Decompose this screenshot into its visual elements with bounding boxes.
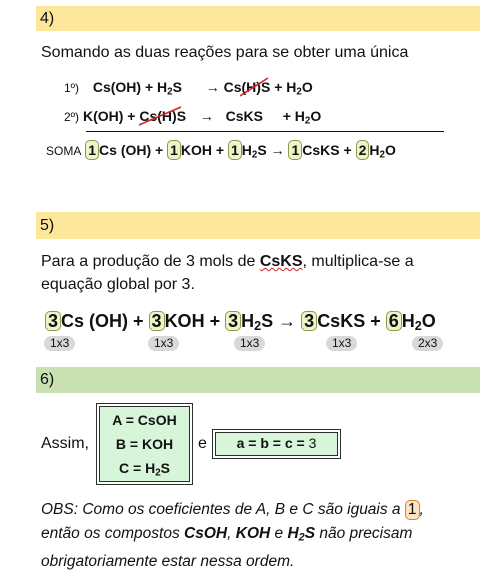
multiplier-badge: 1x3 [44, 336, 75, 351]
section-5-text: Para a produção de 3 mols de CsKS, multiplica-se a equação global por 3. [41, 253, 414, 293]
coefficient: 1 [288, 140, 302, 160]
compound-potassium-hydroxide: KOH [235, 525, 271, 542]
coefficient: 1 [85, 140, 99, 160]
multiplier-badge: 2x3 [412, 336, 443, 351]
section-5-number: 5) [40, 216, 55, 234]
sum-label: SOMA [46, 144, 82, 158]
cancelled-term: (H) [242, 79, 261, 95]
sum-equation: SOMA 1 Cs (OH) + 1 KOH + 1 $H_2S \to 1$ CsKS + 2 $H_2O$ [46, 142, 396, 161]
coefficient: 3 [301, 311, 317, 331]
reaction-1-label: 1º) [64, 81, 80, 95]
strike-mark [240, 76, 270, 98]
coefficient: 3 [149, 311, 165, 331]
section-5-header [36, 212, 480, 239]
result-equation: a = b = c = 3 [236, 435, 317, 451]
compound-cesium-hydroxide: CsOH [184, 525, 228, 542]
coefficient: 1 [167, 140, 181, 160]
definition-a: A = CsOH [112, 412, 177, 428]
reaction-2-label: 2º) [64, 110, 80, 124]
result-box [215, 432, 338, 456]
coefficient: 2 [356, 140, 370, 160]
variable-definitions-box [99, 406, 190, 482]
compound-hydrogen-sulfide: $H_2S$ [287, 525, 316, 544]
section-4-number: 4) [40, 9, 55, 27]
cancelled-term: Cs(H) [139, 108, 176, 124]
coefficient: 3 [45, 311, 61, 331]
section-4-header [36, 6, 480, 31]
strike-mark [137, 105, 183, 127]
tripled-equation: 3 Cs (OH) + 3 KOH + 3 $H_2S \to 3$ CsKS + 6 $H_2O$ [45, 311, 436, 333]
coefficient: 3 [225, 311, 241, 331]
section-4-intro: Somando as duas reações para se obter uma única [41, 44, 409, 61]
observation-note: OBS: Como os coeficientes de A, B e C são iguais a 1 , então os compostos CsOH, KOH e $H_2S$ não precisam obrigatoriamente estar nessa ordem. [41, 501, 424, 570]
section-6-header [36, 367, 480, 393]
cesium-thio-term: CsKS [259, 253, 303, 270]
multiplier-badge: 1x3 [326, 336, 357, 351]
definition-c: $C = H_2S$ [119, 460, 170, 479]
reaction-1: 1º) $Cs(OH) + H_2S \to Cs(H)$ $S + H_2O$ [64, 79, 313, 97]
coefficient-badge: 1 [405, 500, 420, 520]
reaction-2: 2º) K(OH) + Cs(H) S → CsKS + $H_2O$ [64, 108, 321, 126]
definition-b: B = KOH [115, 436, 174, 452]
sum-rule [86, 131, 444, 132]
multiplier-badge: 1x3 [234, 336, 265, 351]
section-6-number: 6) [40, 371, 55, 388]
coefficient: 1 [228, 140, 242, 160]
coefficient: 6 [386, 311, 402, 331]
conjunction-e: e [198, 435, 207, 452]
multiplier-badge: 1x3 [148, 336, 179, 351]
assim-label: Assim, [41, 435, 89, 452]
